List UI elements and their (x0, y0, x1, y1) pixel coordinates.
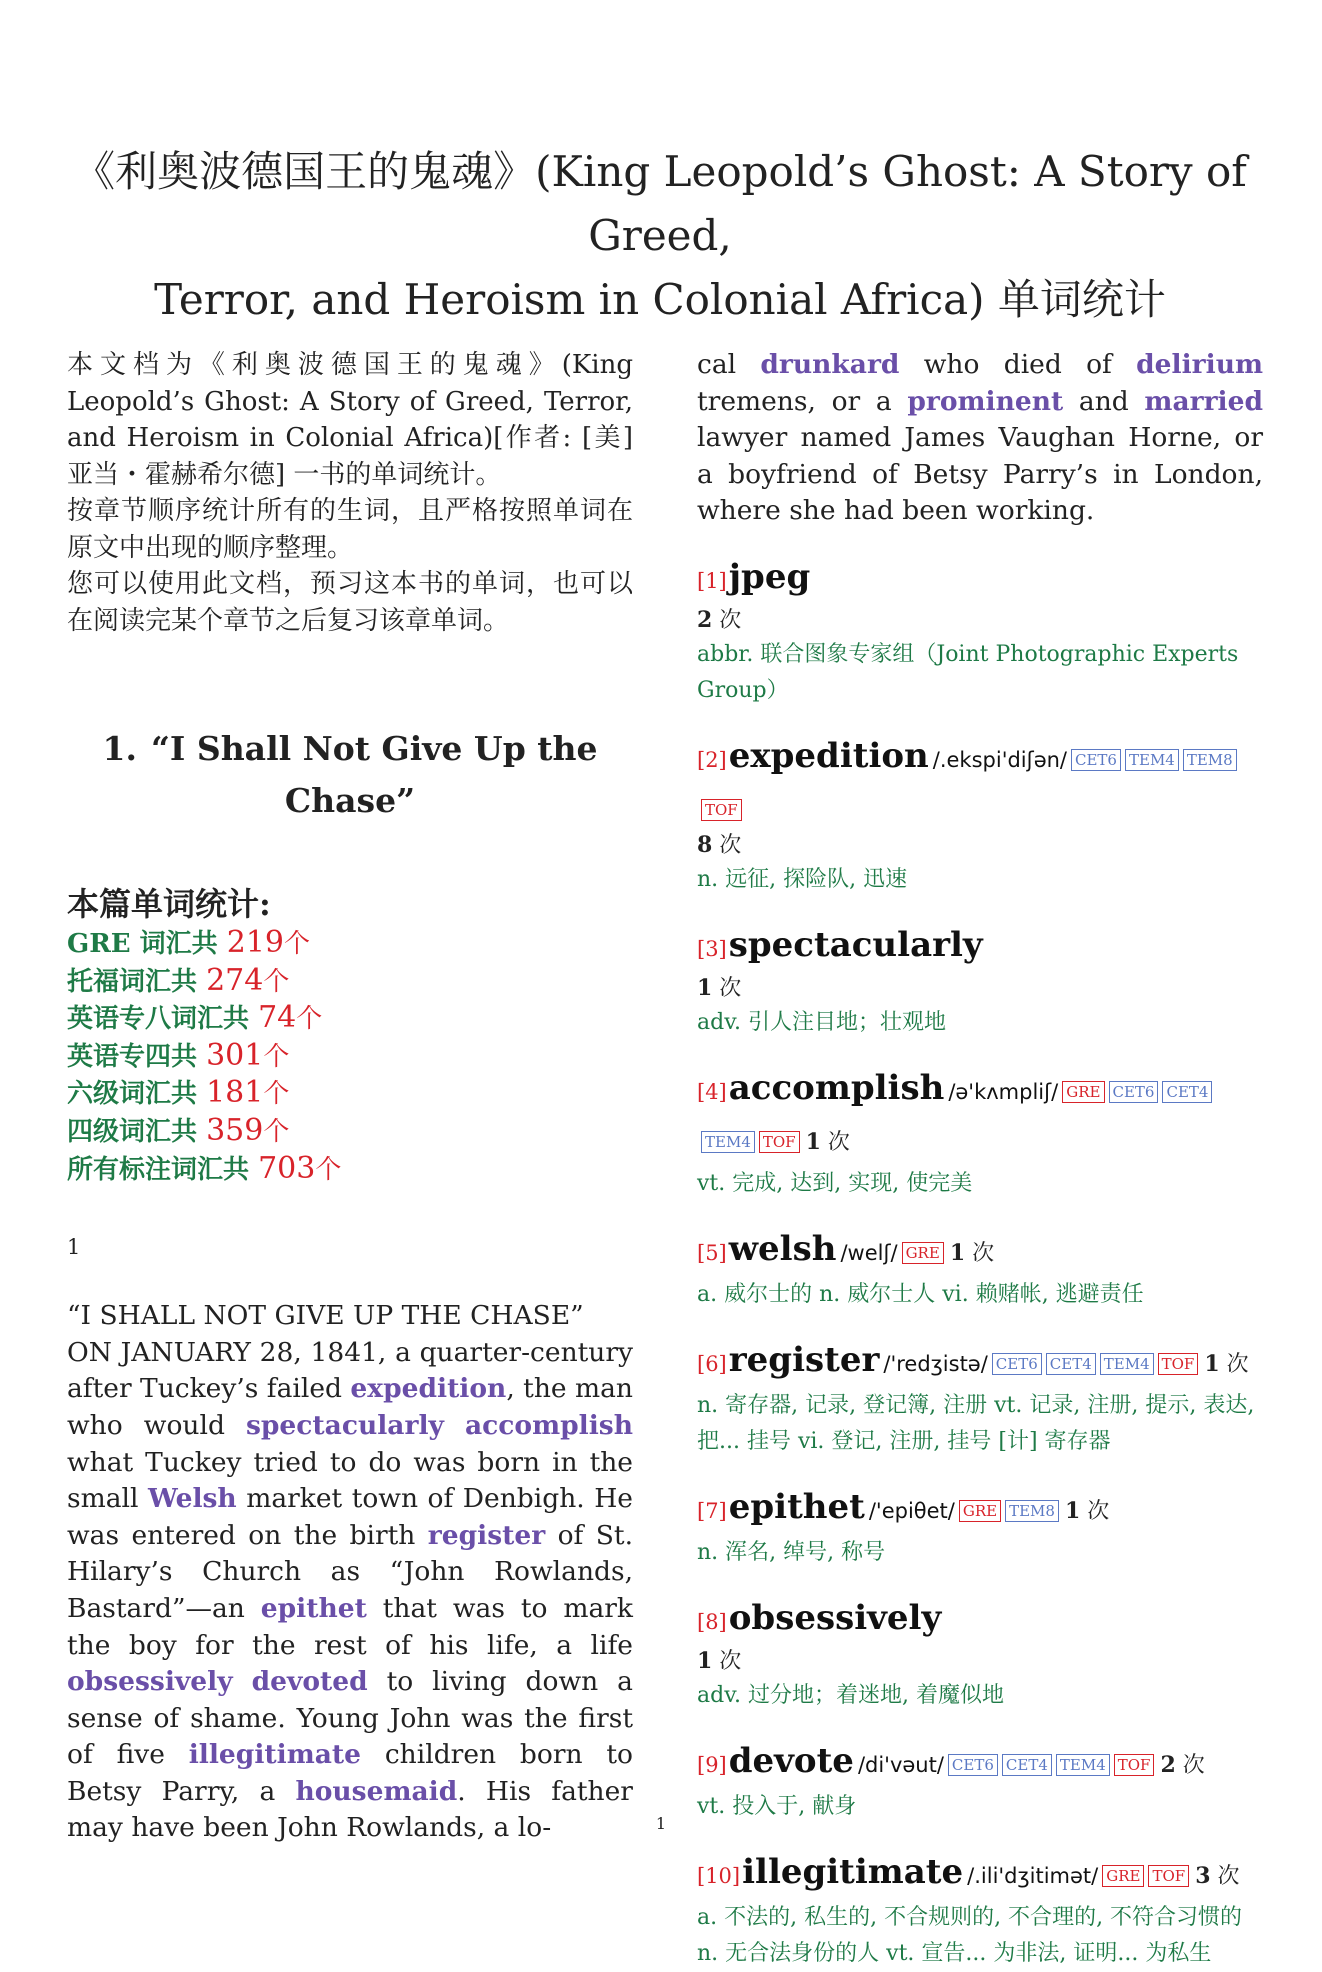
entry-definition: a. 威尔士的 n. 威尔士人 vi. 赖赌帐, 逃避责任 (697, 1281, 1144, 1307)
entry-word: obsessively (728, 1597, 942, 1638)
entry-word: register (728, 1339, 880, 1380)
stat-line (67, 1113, 633, 1151)
word-entry (697, 1484, 1263, 1571)
intro-paragraph: 您可以使用此文档，预习这本书的单词，也可以在阅读完某个章节之后复习该章单词。 (67, 569, 633, 636)
stat-line (67, 1151, 633, 1189)
highlighted-word: married (1144, 385, 1264, 417)
body-heading: “I SHALL NOT GIVE UP THE CHASE” (67, 1300, 584, 1332)
entry-count-number: 1 (805, 1128, 821, 1155)
stat-label: 所有标注词汇共 (67, 1154, 259, 1185)
stat-count: 181 (206, 1075, 264, 1111)
entry-count-number: 1 (697, 974, 713, 1001)
word-entry (697, 922, 1263, 1041)
stat-count: 359 (206, 1112, 264, 1148)
entry-word: illegitimate (742, 1851, 964, 1892)
vocab-tag: CET4 (1002, 1754, 1052, 1776)
document-title (60, 140, 1260, 332)
highlighted-word: spectacularly (245, 1409, 444, 1441)
stat-line (67, 963, 633, 1001)
entry-count-number: 1 (697, 1647, 713, 1674)
vocab-tag: CET6 (948, 1754, 998, 1776)
entry-headline (697, 1484, 1263, 1535)
vocab-tag: CET4 (1162, 1081, 1212, 1103)
entry-word: spectacularly (728, 924, 983, 965)
vocab-tag: TEM4 (1125, 749, 1179, 771)
entry-count (1160, 1753, 1204, 1778)
stat-unit: 个 (263, 1116, 290, 1147)
highlighted-word: obsessively (67, 1666, 233, 1698)
entry-word: expedition (728, 735, 929, 776)
stat-line (67, 1075, 633, 1113)
entry-count-number: 2 (697, 606, 713, 633)
highlighted-word: Welsh (147, 1483, 237, 1515)
entry-word: jpeg (728, 556, 811, 597)
entry-phonetic: /.ili'dʒitimət/ (967, 1863, 1099, 1888)
entry-count-unit: 次 (1210, 1863, 1240, 1889)
entry-count (1195, 1864, 1239, 1889)
stat-count: 703 (258, 1150, 316, 1186)
intro (67, 347, 633, 639)
stat-count: 74 (258, 1000, 297, 1036)
entry-count-number: 8 (697, 831, 713, 858)
title-line-2: Terror, and Heroism in Colonial Africa) 单词统计 (154, 275, 1166, 324)
entry-index: [9] (697, 1752, 727, 1777)
word-entries (697, 554, 1263, 1972)
entry-index: [3] (697, 936, 727, 961)
entry-count (806, 1130, 850, 1155)
entry-index: [2] (697, 747, 727, 772)
title-line-1: 《利奥波德国王的鬼魂》(King Leopold’s Ghost: A Story of Greed, (73, 147, 1247, 260)
entry-count (697, 1649, 741, 1674)
entry-headline (697, 1065, 1263, 1166)
entry-definition: vt. 投入于, 献身 (697, 1793, 857, 1819)
entry-count-unit: 次 (712, 1648, 742, 1674)
chapter-heading (67, 723, 633, 827)
entry-count-line (697, 972, 1263, 1005)
page-number: 1 (655, 1814, 667, 1833)
vocab-tag: GRE (1102, 1865, 1144, 1887)
entry-count-unit: 次 (1175, 1752, 1205, 1778)
entry-count-unit: 次 (712, 607, 742, 633)
chapter-title: “I Shall Not Give Up the Chase” (150, 729, 598, 820)
intro-paragraph: 按章节顺序统计所有的生词，且严格按照单词在原文中出现的顺序整理。 (67, 496, 633, 563)
stat-line (67, 1038, 633, 1076)
entry-headline (697, 1849, 1263, 1900)
entry-definition: adv. 过分地；着迷地, 着魔似地 (697, 1682, 1004, 1708)
highlighted-word: housemaid (295, 1775, 458, 1807)
highlighted-word: delirium (1136, 349, 1263, 380)
entry-headline (697, 1595, 1263, 1645)
stat-label: 英语专八词汇共 (67, 1004, 259, 1035)
entry-word: devote (728, 1740, 854, 1781)
word-entry (697, 1065, 1263, 1202)
vocab-tag: TEM8 (1183, 749, 1237, 771)
entry-count-number: 2 (1160, 1751, 1176, 1778)
entry-phonetic: /.ekspi'diʃən/ (932, 747, 1067, 772)
word-entry (697, 1849, 1263, 1972)
right-column (697, 347, 1263, 1972)
entry-word: welsh (728, 1228, 837, 1269)
entry-count-number: 1 (949, 1239, 966, 1266)
entry-index: [4] (697, 1079, 727, 1104)
entry-count-unit: 次 (965, 1240, 995, 1266)
highlighted-word: devoted (251, 1666, 368, 1698)
entry-definition: n. 远征, 探险队, 迅速 (697, 866, 908, 892)
entry-headline (697, 1337, 1263, 1388)
highlighted-word: epithet (260, 1592, 367, 1624)
entry-count (697, 608, 741, 633)
highlighted-word: drunkard (760, 349, 900, 380)
entry-count-number: 3 (1195, 1862, 1211, 1889)
vocab-tag: GRE (902, 1242, 944, 1264)
chapter-number: 1. (102, 729, 137, 768)
entry-index: [8] (697, 1609, 727, 1634)
entry-count-line (697, 604, 1263, 637)
entry-count-unit: 次 (820, 1129, 850, 1155)
vocab-tag: TOF (1114, 1754, 1155, 1776)
entry-index: [7] (697, 1498, 727, 1523)
entry-definition: abbr. 联合图象专家组（Joint Photographic Experts Group） (697, 641, 1239, 703)
body-text (67, 1298, 633, 1847)
highlighted-word: expedition (350, 1373, 507, 1405)
entry-headline (697, 1226, 1263, 1277)
entry-count (1065, 1499, 1109, 1524)
stat-unit: 个 (296, 1004, 323, 1035)
vocab-tag: TOF (1148, 1865, 1189, 1887)
left-column (67, 347, 633, 1847)
entry-count (1204, 1352, 1248, 1377)
vocab-tag: TOF (701, 799, 742, 821)
entry-phonetic: /ə'kʌmpliʃ/ (948, 1079, 1059, 1104)
word-entry (697, 554, 1263, 709)
stat-unit: 个 (263, 966, 290, 997)
entry-word: epithet (728, 1486, 865, 1527)
vocab-tag: TEM4 (1056, 1754, 1110, 1776)
entry-count-line (697, 829, 1263, 862)
entry-definition: adv. 引人注目地；壮观地 (697, 1009, 947, 1035)
entry-word: accomplish (728, 1067, 945, 1108)
entry-definition: n. 寄存器, 记录, 登记簿, 注册 vt. 记录, 注册, 提示, 表达, 把... 挂号 vi. 登记, 注册, 挂号 [计] 寄存器 (697, 1392, 1255, 1454)
entry-count-number: 1 (1064, 1497, 1081, 1524)
entry-index: [1] (697, 568, 727, 593)
entry-count-line (697, 1645, 1263, 1678)
entry-phonetic: /di'vəut/ (857, 1752, 944, 1777)
vocab-tag: GRE (1062, 1081, 1104, 1103)
entry-definition: vt. 完成, 达到, 实现, 使完美 (697, 1170, 973, 1196)
word-entry (697, 1226, 1263, 1313)
vocab-tag: TOF (759, 1131, 800, 1153)
entry-definition: a. 不法的, 私生的, 不合规则的, 不合理的, 不符合习惯的 n. 无合法身份的人 vt. 宣告... 为非法, 证明... 为私生 (697, 1904, 1243, 1966)
highlighted-word: accomplish (464, 1409, 633, 1441)
entry-headline (697, 554, 1263, 604)
stats-list (67, 925, 633, 1188)
entry-count-unit: 次 (1080, 1498, 1110, 1524)
entry-count-unit: 次 (712, 832, 742, 858)
word-entry (697, 1738, 1263, 1825)
highlighted-word: register (427, 1519, 546, 1551)
stat-count: 274 (206, 962, 264, 998)
body-paragraph: ON JANUARY 28, 1841, a quarter-century after Tuckey’s failed expedition, the man who would spectacularly accomplish what Tuckey tried to do was born in the small Welsh market town of Denbigh. He was entered on the birth register of St. Hilary’s Church as “John Rowlands, Bastard”—an epithet that was to mark the boy for the rest of his life, a life obsessively devoted to living down a sense of shame. Young John was the first of five illegitimate children born to Betsy Parry, a housemaid. His father may have been John Rowlands, a lo- (67, 1336, 633, 1844)
stat-count: 301 (206, 1037, 264, 1073)
word-entry (697, 1595, 1263, 1714)
stat-unit: 个 (263, 1079, 290, 1110)
vocab-tag: TEM8 (1005, 1500, 1059, 1522)
entry-count-unit: 次 (1219, 1351, 1249, 1377)
entry-headline (697, 922, 1263, 972)
entry-headline (697, 1738, 1263, 1789)
page-reference: 1 (67, 1235, 81, 1260)
stat-count: 219 (226, 925, 284, 960)
highlighted-word: illegitimate (188, 1739, 362, 1771)
vocab-tag: TEM4 (701, 1131, 755, 1153)
stats-heading: 本篇单词统计: (67, 885, 271, 923)
vocab-tag: CET6 (1071, 749, 1121, 771)
word-entry (697, 1337, 1263, 1460)
vocab-tag: CET4 (1046, 1353, 1096, 1375)
word-entry (697, 733, 1263, 898)
stat-label: 六级词汇共 (67, 1079, 207, 1110)
entry-headline (697, 733, 1263, 829)
entry-index: [10] (697, 1863, 741, 1888)
entry-index: [6] (697, 1351, 727, 1376)
entry-phonetic: /'redʒistə/ (883, 1351, 988, 1376)
vocab-tag: CET6 (1109, 1081, 1159, 1103)
intro-paragraph: 本文档为《利奥波德国王的鬼魂》(King Leopold’s Ghost: A Story of Greed, Terror, and Heroism in Colonial Africa)[作者: [美] 亚当・霍赫希尔德] 一书的单词统计。 (67, 350, 633, 490)
vocab-tag: GRE (959, 1500, 1001, 1522)
entry-phonetic: /'epiθet/ (868, 1498, 955, 1523)
stat-label: GRE 词汇共 (67, 929, 227, 959)
vocab-tag: CET6 (992, 1353, 1042, 1375)
vocab-tag: TOF (1158, 1353, 1199, 1375)
stat-label: 四级词汇共 (67, 1116, 207, 1147)
entry-count (697, 976, 741, 1001)
stat-line (67, 1000, 633, 1038)
entry-count-unit: 次 (712, 975, 742, 1001)
stat-label: 英语专四共 (67, 1041, 207, 1072)
entry-count-number: 1 (1204, 1350, 1220, 1377)
stat-unit: 个 (263, 1041, 290, 1072)
stat-unit: 个 (315, 1154, 342, 1185)
entry-count (950, 1241, 994, 1266)
entry-phonetic: /welʃ/ (840, 1240, 898, 1265)
highlighted-word: prominent (907, 385, 1064, 417)
entry-index: [5] (697, 1240, 727, 1265)
stat-unit: 个 (284, 929, 311, 959)
body-paragraph-continued: cal drunkard who died of delirium tremens, or a prominent and married lawyer named James Vaughan Horne, or a boyfriend of Betsy Parry’s in London, where she had been working. (697, 349, 1264, 527)
stat-label: 托福词汇共 (67, 966, 207, 997)
entry-count (697, 833, 741, 858)
vocab-tag: TEM4 (1100, 1353, 1154, 1375)
stat-line (67, 925, 633, 963)
entry-definition: n. 浑名, 绰号, 称号 (697, 1539, 886, 1565)
